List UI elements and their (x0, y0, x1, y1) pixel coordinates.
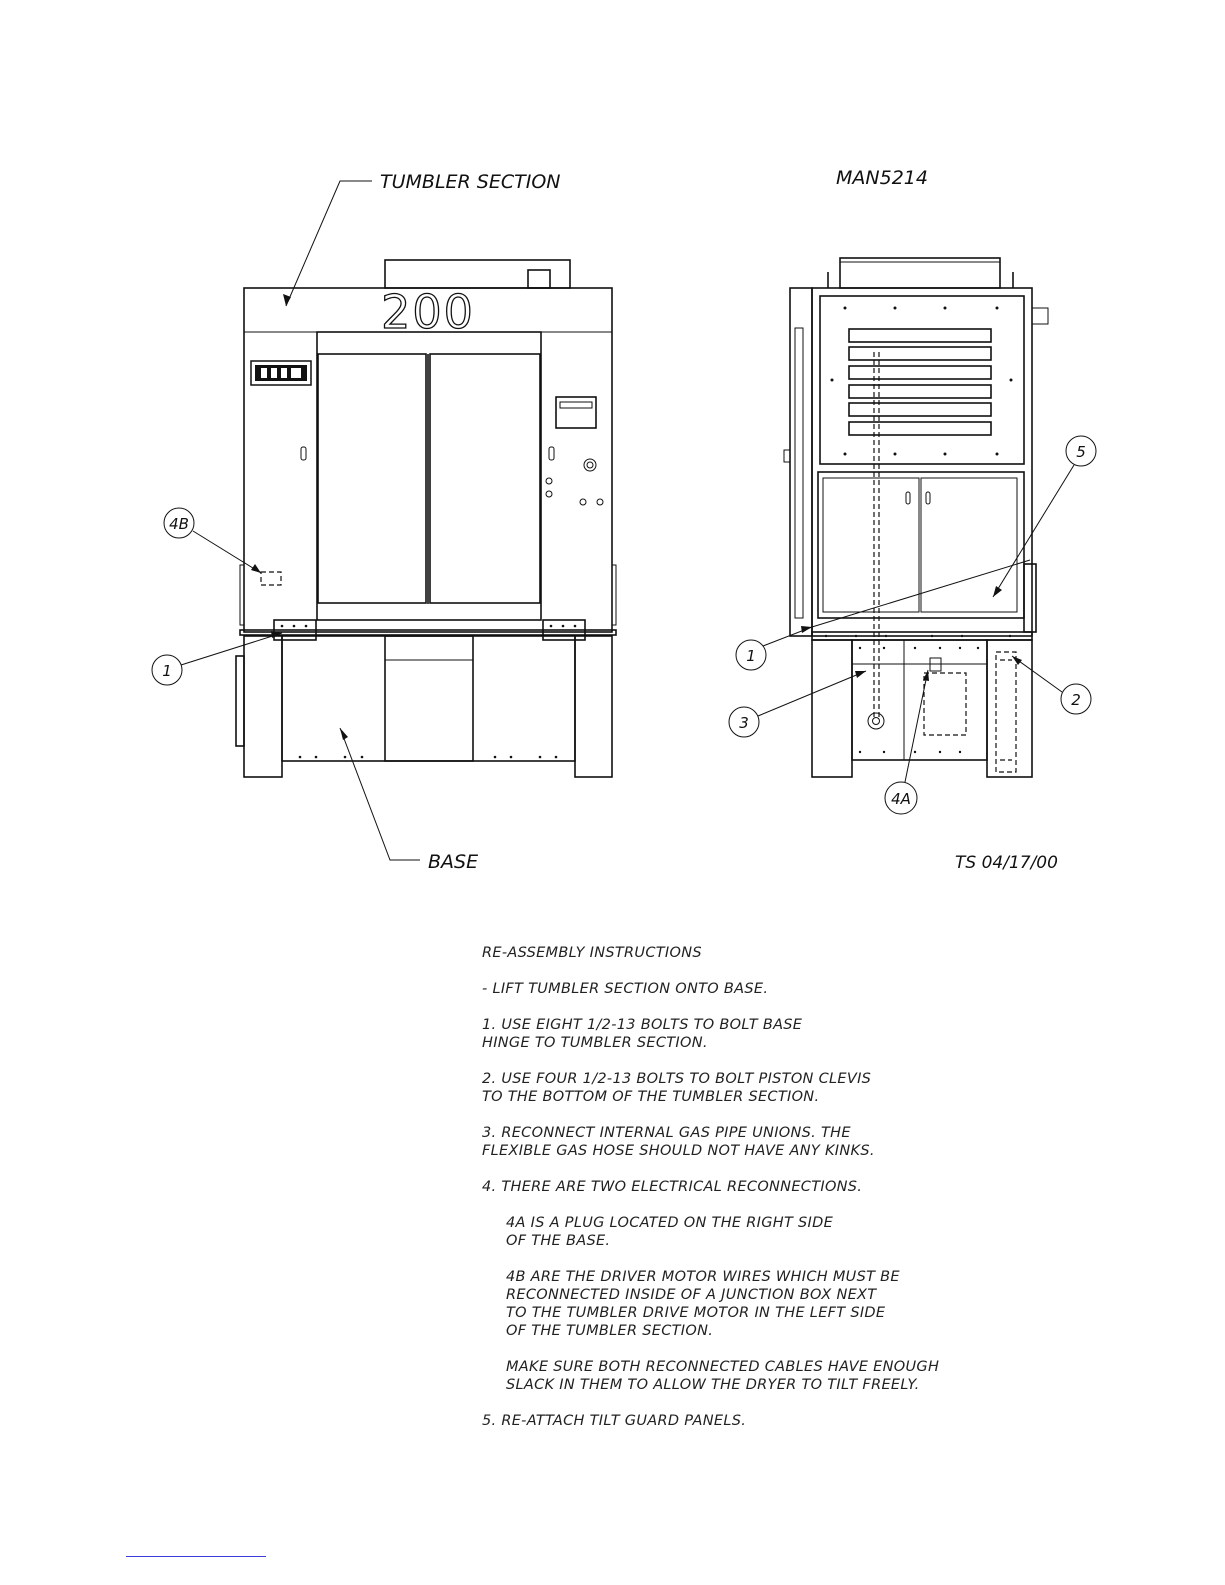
reassembly-instructions (482, 944, 1042, 1448)
svg-text:2: 2 (1071, 691, 1081, 709)
instruction-step-5: 5. RE-ATTACH TILT GUARD PANELS. (482, 1413, 747, 1429)
svg-text:5: 5 (1076, 443, 1086, 461)
callout-1-side (736, 560, 1030, 670)
instruction-step-4b: 4B ARE THE DRIVER MOTOR WIRES WHICH MUST BE RECONNECTED INSIDE OF A JUNCTION BOX NEXT TO THE TUMBLER DRIVE MOTOR IN THE LEFT SIDE OF THE TUMBLER SECTION. (506, 1269, 900, 1339)
callout-5 (993, 436, 1096, 597)
callout-3 (729, 671, 866, 737)
front-view (236, 260, 616, 777)
instruction-step-3: 3. RECONNECT INTERNAL GAS PIPE UNIONS. THE FLEXIBLE GAS HOSE SHOULD NOT HAVE ANY KINKS. (482, 1125, 875, 1159)
callout-2 (1012, 656, 1091, 714)
svg-text:BASE: BASE (428, 851, 479, 873)
instruction-step-2: 2. USE FOUR 1/2-13 BOLTS TO BOLT PISTON CLEVIS TO THE BOTTOM OF THE TUMBLER SECTION. (482, 1071, 872, 1105)
footer-link-underline[interactable] (126, 1556, 266, 1557)
svg-text:3: 3 (739, 714, 749, 732)
side-view (784, 258, 1048, 777)
svg-text:TUMBLER SECTION: TUMBLER SECTION (380, 171, 561, 193)
callout-4b (164, 508, 261, 573)
svg-text:1: 1 (746, 647, 756, 665)
base-label (340, 728, 478, 873)
instruction-step-4a: 4A IS A PLUG LOCATED ON THE RIGHT SIDE OF THE BASE. (506, 1215, 834, 1249)
svg-text:4A: 4A (891, 790, 911, 808)
brand-logo (251, 361, 311, 385)
instructions-heading: RE-ASSEMBLY INSTRUCTIONS (482, 945, 702, 961)
svg-text:1: 1 (162, 662, 172, 680)
svg-text:4B: 4B (169, 515, 189, 533)
callout-1-front (152, 631, 282, 685)
instruction-step-4: 4. THERE ARE TWO ELECTRICAL RECONNECTIONS. (482, 1179, 863, 1195)
doc-number: MAN5214 (836, 167, 928, 189)
revision-stamp: TS 04/17/00 (955, 853, 1058, 873)
instruction-step-1: 1. USE EIGHT 1/2-13 BOLTS TO BOLT BASE HINGE TO TUMBLER SECTION. (482, 1017, 803, 1051)
instruction-lift: - LIFT TUMBLER SECTION ONTO BASE. (482, 981, 769, 997)
vent-louvers (849, 329, 991, 435)
model-number: 200 (381, 285, 475, 339)
instruction-step-4-note: MAKE SURE BOTH RECONNECTED CABLES HAVE ENOUGH SLACK IN THEM TO ALLOW THE DRYER TO TILT FREELY. (506, 1359, 940, 1393)
callout-4a (885, 670, 929, 814)
